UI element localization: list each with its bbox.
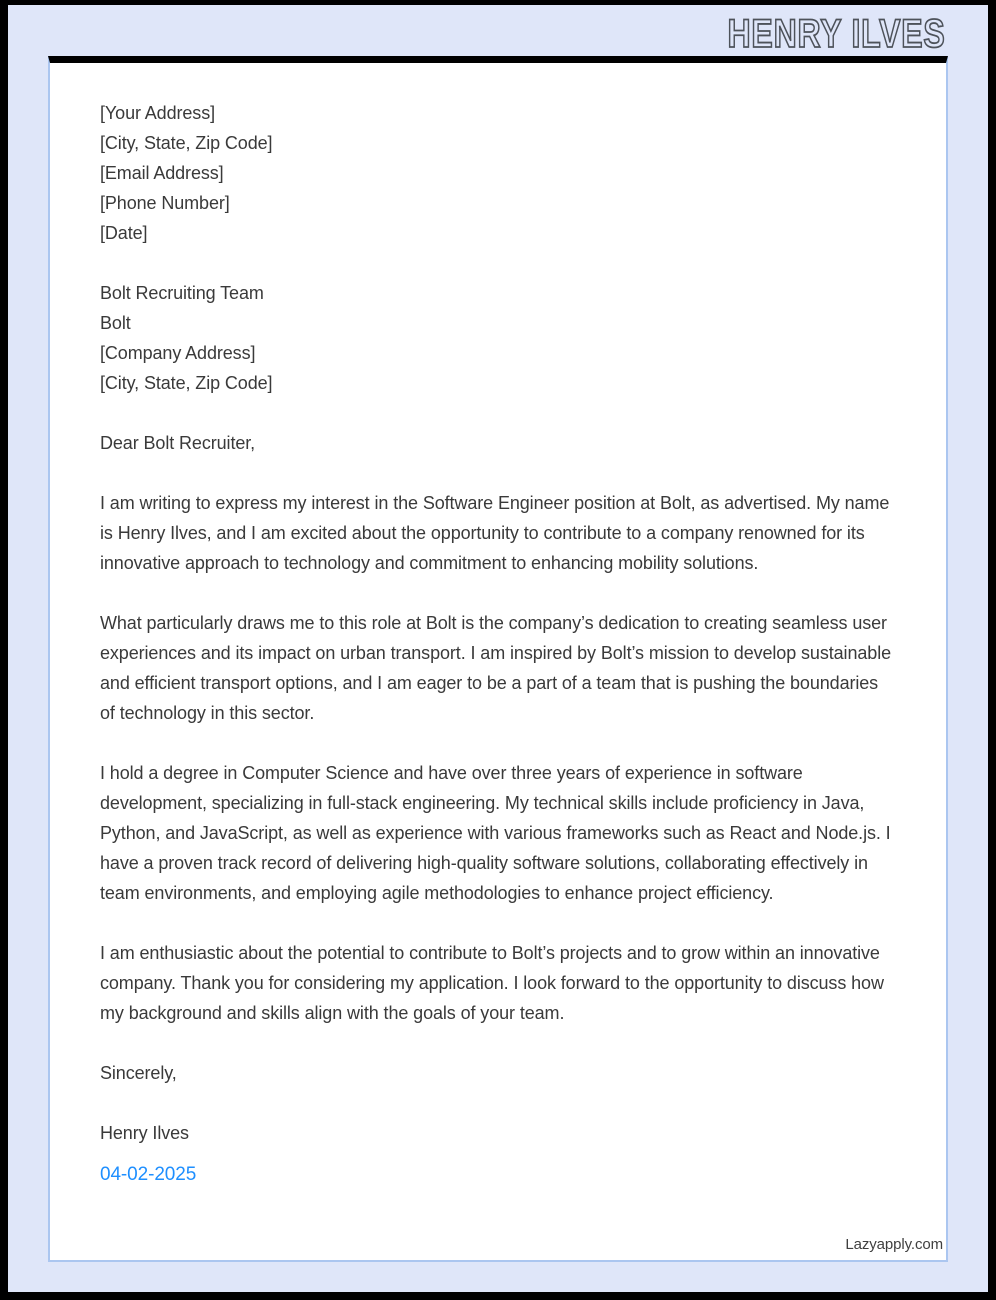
recipient-line: [Company Address] [100,343,256,363]
body-paragraph: I am writing to express my interest in the Software Engineer position at Bolt, as advertised. My name is Henry Ilves, and I am excited about the opportunity to contribute to a company renowned for its innovative approach to technology and commitment to enhancing mobility solutions. [100,493,890,573]
sender-line: [Date] [100,223,148,243]
recipient-line: Bolt [100,313,131,333]
salutation: Dear Bolt Recruiter, [100,433,256,453]
body-paragraph: I am enthusiastic about the potential to contribute to Bolt’s projects and to grow within an innovative company. Thank you for considering my application. I look forward to the opportunity to discuss how my background and skills align with the goals of your team. [100,943,884,1023]
recipient-line: [City, State, Zip Code] [100,373,273,393]
closing: Sincerely, [100,1063,177,1083]
signature-name: Henry Ilves [100,1123,189,1143]
recipient-address-block [100,278,895,398]
sender-line: [Email Address] [100,163,224,183]
lazyapply-watermark-link[interactable]: Lazyapply.com [845,1236,943,1253]
letter-page [48,56,948,1262]
recipient-line: Bolt Recruiting Team [100,283,264,303]
body-paragraph: What particularly draws me to this role at Bolt is the company’s dedication to creating seamless user experiences and its impact on urban transport. I am inspired by Bolt’s mission to develop sustainable and efficient transport options, and I am eager to be a part of a team that is pushing the boundaries of technology in this sector. [100,613,891,723]
sender-line: [Phone Number] [100,193,230,213]
letterhead [48,5,948,56]
body-paragraph: I hold a degree in Computer Science and have over three years of experience in software development, specializing in full-stack engineering. My technical skills include proficiency in Java, Python, and JavaScript, as well as experience with various frameworks such as React and Node.js. I have a proven track record of delivering high-quality software solutions, collaborating effectively in team environments, and employing agile methodologies to enhance project efficiency. [100,763,891,903]
sender-line: [Your Address] [100,103,216,123]
document-background [8,5,988,1292]
candidate-name-heading: HENRY ILVES [727,12,946,56]
sender-address-block [100,98,895,248]
sender-line: [City, State, Zip Code] [100,133,273,153]
signature-date-link[interactable]: 04-02-2025 [100,1164,197,1185]
letter-sheet-column [48,5,948,1262]
